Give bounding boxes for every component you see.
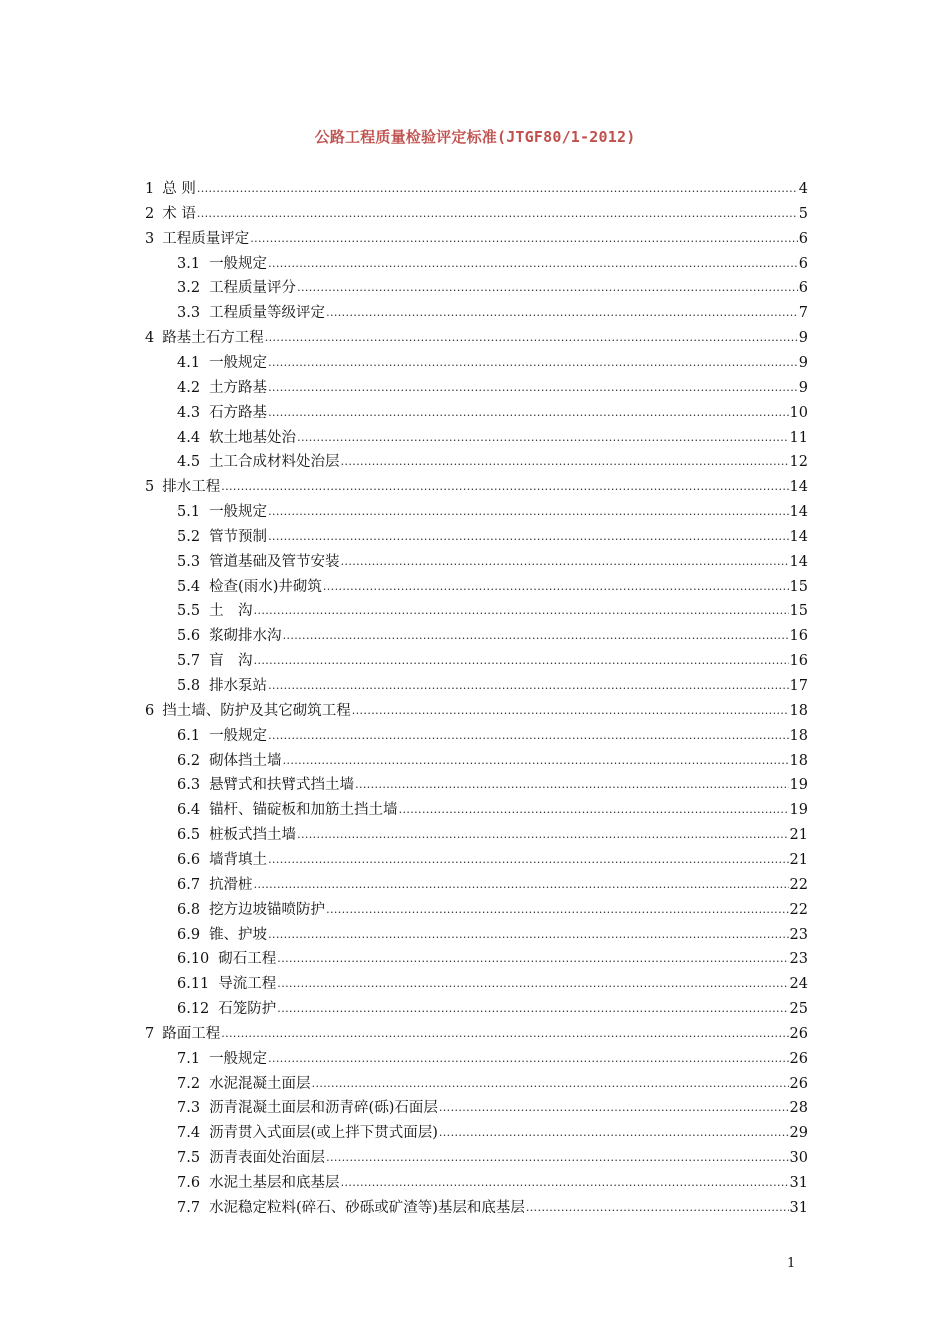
toc-entry[interactable]: [177, 249, 808, 273]
toc-leader-dots: [277, 1000, 788, 1018]
toc-entry-number: 6.2: [177, 753, 201, 769]
toc-entry-label: 墙背填土: [209, 852, 268, 868]
toc-entry[interactable]: [177, 994, 808, 1018]
toc-entry-page: 26: [789, 1026, 808, 1042]
toc-entry-label: 水泥混凝土面层: [209, 1076, 311, 1092]
toc-leader-dots: [268, 379, 798, 397]
toc-entry-page: 31: [789, 1175, 808, 1191]
page-number: 1: [787, 1256, 796, 1271]
toc-entry-page: 17: [789, 678, 808, 694]
toc-entry-number: 7.3: [177, 1100, 201, 1116]
toc-entry[interactable]: [177, 1143, 808, 1167]
toc-entry-label: 一般规定: [209, 504, 268, 520]
toc-leader-dots: [326, 304, 798, 322]
toc-entry-number: 4.4: [177, 430, 201, 446]
toc-entry-number: 6.3: [177, 777, 201, 793]
toc-entry[interactable]: [177, 920, 808, 944]
toc-entry-label: 一般规定: [209, 355, 268, 371]
toc-entry[interactable]: [145, 174, 808, 198]
toc-entry[interactable]: [145, 199, 808, 223]
toc-entry-page: 6: [798, 256, 808, 272]
toc-entry-number: 7: [145, 1026, 155, 1042]
toc-entry[interactable]: [177, 348, 808, 372]
toc-entry-page: 23: [789, 927, 808, 943]
toc-entry[interactable]: [177, 497, 808, 521]
toc-entry-label: 导流工程: [218, 976, 277, 992]
toc-entry[interactable]: [177, 1168, 808, 1192]
toc-leader-dots: [250, 230, 798, 248]
toc-entry-label: 石笼防护: [218, 1001, 277, 1017]
toc-entry-label: 砌石工程: [218, 951, 277, 967]
toc-entry[interactable]: [177, 621, 808, 645]
toc-entry-page: 6: [798, 280, 808, 296]
toc-leader-dots: [268, 404, 788, 422]
toc-leader-dots: [254, 652, 789, 670]
toc-leader-dots: [439, 1124, 789, 1142]
toc-entry-page: 14: [789, 554, 808, 570]
toc-entry[interactable]: [177, 671, 808, 695]
toc-entry-number: 3.2: [177, 280, 201, 296]
toc-entry-number: 1: [145, 181, 155, 197]
toc-entry-page: 30: [789, 1150, 808, 1166]
toc-entry[interactable]: [177, 398, 808, 422]
toc-entry[interactable]: [177, 273, 808, 297]
toc-entry-label: 路基土石方工程: [162, 330, 264, 346]
toc-entry-number: 4.3: [177, 405, 201, 421]
toc-entry-label: 抗滑桩: [209, 877, 253, 893]
toc-entry-label: 软土地基处治: [209, 430, 297, 446]
toc-entry-label: 排水工程: [162, 479, 221, 495]
toc-entry[interactable]: [177, 944, 808, 968]
document-title: 公路工程质量检验评定标准(JTGF80/1-2012): [314, 128, 636, 146]
toc-entry-label: 检查(雨水)井砌筑: [209, 579, 322, 595]
toc-leader-dots: [221, 1025, 788, 1043]
toc-leader-dots: [439, 1099, 789, 1117]
toc-leader-dots: [197, 205, 798, 223]
toc-entry-page: 19: [789, 777, 808, 793]
toc-entry-page: 21: [789, 827, 808, 843]
toc-entry-label: 排水泵站: [209, 678, 268, 694]
toc-entry-page: 18: [789, 703, 808, 719]
toc-entry-page: 9: [798, 355, 808, 371]
toc-entry-page: 19: [789, 802, 808, 818]
toc-entry-page: 4: [798, 181, 808, 197]
toc-entry-number: 6.1: [177, 728, 201, 744]
toc-leader-dots: [268, 926, 788, 944]
toc-entry-label: 石方路基: [209, 405, 268, 421]
toc-entry[interactable]: [145, 323, 808, 347]
toc-entry-label: 锥、护坡: [209, 927, 268, 943]
toc-entry-page: 21: [789, 852, 808, 868]
toc-entry-number: 7.5: [177, 1150, 201, 1166]
toc-entry[interactable]: [177, 1193, 808, 1217]
toc-leader-dots: [341, 1174, 789, 1192]
toc-entry-number: 5.5: [177, 603, 201, 619]
toc-entry-label: 锚杆、锚碇板和加筋土挡土墙: [209, 802, 398, 818]
toc-entry-number: 6.11: [177, 976, 210, 992]
toc-entry[interactable]: [177, 1044, 808, 1068]
toc-entry-page: 26: [789, 1076, 808, 1092]
toc-entry-page: 14: [789, 479, 808, 495]
toc-entry[interactable]: [177, 298, 808, 322]
toc-entry[interactable]: [177, 721, 808, 745]
toc-entry-number: 6: [145, 703, 155, 719]
toc-entry-page: 31: [789, 1200, 808, 1216]
toc-leader-dots: [297, 429, 788, 447]
toc-leader-dots: [268, 255, 798, 273]
toc-entry-number: 5.8: [177, 678, 201, 694]
toc-entry-number: 7.1: [177, 1051, 201, 1067]
toc-entry-label: 路面工程: [162, 1026, 221, 1042]
toc-entry-number: 7.7: [177, 1200, 201, 1216]
toc-entry[interactable]: [177, 646, 808, 670]
toc-entry-page: 6: [798, 231, 808, 247]
toc-entry-number: 7.6: [177, 1175, 201, 1191]
toc-entry[interactable]: [145, 696, 808, 720]
toc-entry-number: 6.7: [177, 877, 201, 893]
toc-entry-page: 16: [789, 628, 808, 644]
toc-leader-dots: [312, 1075, 789, 1093]
toc-entry[interactable]: [177, 1118, 808, 1142]
toc-entry-label: 挖方边坡锚喷防护: [209, 902, 326, 918]
toc-entry-label: 悬臂式和扶臂式挡土墙: [209, 777, 355, 793]
toc-entry-number: 5.4: [177, 579, 201, 595]
toc-leader-dots: [265, 329, 798, 347]
toc-leader-dots: [323, 578, 789, 596]
toc-entry-number: 6.5: [177, 827, 201, 843]
toc-leader-dots: [326, 1149, 788, 1167]
toc-entry-page: 9: [798, 380, 808, 396]
toc-leader-dots: [283, 627, 789, 645]
toc-entry[interactable]: [145, 1019, 808, 1043]
toc-entry-number: 6.8: [177, 902, 201, 918]
toc-entry-number: 6.12: [177, 1001, 210, 1017]
toc-entry[interactable]: [177, 895, 808, 919]
toc-entry-label: 土 沟: [209, 603, 253, 619]
toc-entry-page: 14: [789, 529, 808, 545]
toc-entry-label: 一般规定: [209, 728, 268, 744]
toc-entry[interactable]: [177, 596, 808, 620]
toc-entry-page: 28: [789, 1100, 808, 1116]
toc-entry-number: 5.1: [177, 504, 201, 520]
toc-entry-page: 15: [789, 579, 808, 595]
toc-entry-number: 5.2: [177, 529, 201, 545]
toc-leader-dots: [197, 180, 798, 198]
toc-entry[interactable]: [177, 795, 808, 819]
toc-entry-number: 5.7: [177, 653, 201, 669]
toc-entry[interactable]: [177, 423, 808, 447]
toc-entry-label: 工程质量评分: [209, 280, 297, 296]
toc-entry[interactable]: [177, 522, 808, 546]
toc-entry[interactable]: [177, 1093, 808, 1117]
toc-entry-label: 浆砌排水沟: [209, 628, 282, 644]
toc-leader-dots: [254, 876, 789, 894]
toc-entry-label: 水泥土基层和底基层: [209, 1175, 340, 1191]
toc-entry-label: 沥青混凝土面层和沥青碎(砾)石面层: [209, 1100, 438, 1116]
toc-leader-dots: [268, 727, 788, 745]
toc-entry-page: 23: [789, 951, 808, 967]
toc-entry[interactable]: [177, 447, 808, 471]
toc-entry-number: 3.1: [177, 256, 201, 272]
toc-entry-label: 盲 沟: [209, 653, 253, 669]
toc-entry[interactable]: [145, 224, 808, 248]
toc-leader-dots: [268, 851, 788, 869]
toc-entry-page: 14: [789, 504, 808, 520]
toc-entry-label: 沥青贯入式面层(或上拌下贯式面层): [209, 1125, 438, 1141]
toc-leader-dots: [268, 503, 788, 521]
toc-leader-dots: [352, 702, 789, 720]
toc-leader-dots: [341, 553, 789, 571]
toc-entry-number: 6.6: [177, 852, 201, 868]
toc-leader-dots: [326, 901, 788, 919]
toc-entry-number: 3: [145, 231, 155, 247]
toc-entry[interactable]: [177, 746, 808, 770]
toc-entry-page: 15: [789, 603, 808, 619]
toc-leader-dots: [268, 1050, 788, 1068]
toc-leader-dots: [277, 975, 788, 993]
toc-entry-label: 桩板式挡土墙: [209, 827, 297, 843]
toc-entry-number: 4: [145, 330, 155, 346]
toc-entry-number: 6.10: [177, 951, 210, 967]
toc-entry-page: 26: [789, 1051, 808, 1067]
toc-entry[interactable]: [177, 373, 808, 397]
toc-entry-page: 18: [789, 728, 808, 744]
toc-entry-page: 9: [798, 330, 808, 346]
toc-entry-page: 24: [789, 976, 808, 992]
toc-leader-dots: [268, 354, 798, 372]
toc-entry-label: 砌体挡土墙: [209, 753, 282, 769]
toc-entry-label: 工程质量等级评定: [209, 305, 326, 321]
toc-entry-number: 7.2: [177, 1076, 201, 1092]
toc-leader-dots: [268, 528, 788, 546]
toc-entry[interactable]: [177, 870, 808, 894]
toc-entry-page: 22: [789, 902, 808, 918]
toc-entry-page: 16: [789, 653, 808, 669]
toc-entry-label: 工程质量评定: [162, 231, 250, 247]
toc-leader-dots: [254, 602, 789, 620]
toc-entry-label: 一般规定: [209, 1051, 268, 1067]
toc-entry-label: 管节预制: [209, 529, 268, 545]
toc-entry-label: 土方路基: [209, 380, 268, 396]
toc-entry[interactable]: [177, 845, 808, 869]
toc-leader-dots: [355, 776, 788, 794]
toc-entry-number: 6.4: [177, 802, 201, 818]
toc-entry-page: 18: [789, 753, 808, 769]
toc-entry[interactable]: [177, 969, 808, 993]
toc-leader-dots: [277, 950, 788, 968]
toc-entry-label: 水泥稳定粒料(碎石、砂砾或矿渣等)基层和底基层: [209, 1200, 525, 1216]
toc-entry-number: 4.2: [177, 380, 201, 396]
toc-entry-number: 4.1: [177, 355, 201, 371]
toc-leader-dots: [341, 453, 789, 471]
toc-entry-number: 6.9: [177, 927, 201, 943]
toc-leader-dots: [399, 801, 789, 819]
toc-entry-number: 5.3: [177, 554, 201, 570]
toc-entry-page: 7: [798, 305, 808, 321]
toc-leader-dots: [268, 677, 788, 695]
toc-entry[interactable]: [177, 770, 808, 794]
toc-leader-dots: [526, 1199, 789, 1217]
toc-entry-number: 3.3: [177, 305, 201, 321]
toc-entry[interactable]: [177, 572, 808, 596]
toc-entry-page: 5: [798, 206, 808, 222]
toc-entry-page: 12: [789, 454, 808, 470]
toc-entry-label: 术 语: [162, 206, 196, 222]
toc-entry-label: 土工合成材料处治层: [209, 454, 340, 470]
toc-entry[interactable]: [177, 547, 808, 571]
toc-entry[interactable]: [177, 1069, 808, 1093]
toc-leader-dots: [297, 279, 798, 297]
toc-entry-page: 11: [789, 430, 808, 446]
toc-entry-number: 2: [145, 206, 155, 222]
toc-entry-number: 7.4: [177, 1125, 201, 1141]
toc-entry[interactable]: [145, 472, 808, 496]
toc-leader-dots: [297, 826, 788, 844]
toc-entry-page: 29: [789, 1125, 808, 1141]
toc-entry-label: 一般规定: [209, 256, 268, 272]
toc-entry-label: 沥青表面处治面层: [209, 1150, 326, 1166]
toc-entry-page: 22: [789, 877, 808, 893]
toc-entry-label: 总 则: [162, 181, 196, 197]
toc-entry-label: 管道基础及管节安装: [209, 554, 340, 570]
toc-entry-page: 10: [789, 405, 808, 421]
toc-entry-number: 5: [145, 479, 155, 495]
toc-leader-dots: [221, 478, 788, 496]
toc-entry-number: 5.6: [177, 628, 201, 644]
toc-entry-label: 挡土墙、防护及其它砌筑工程: [162, 703, 351, 719]
toc-leader-dots: [283, 752, 789, 770]
toc-entry-page: 25: [789, 1001, 808, 1017]
toc-entry[interactable]: [177, 820, 808, 844]
toc-entry-number: 4.5: [177, 454, 201, 470]
